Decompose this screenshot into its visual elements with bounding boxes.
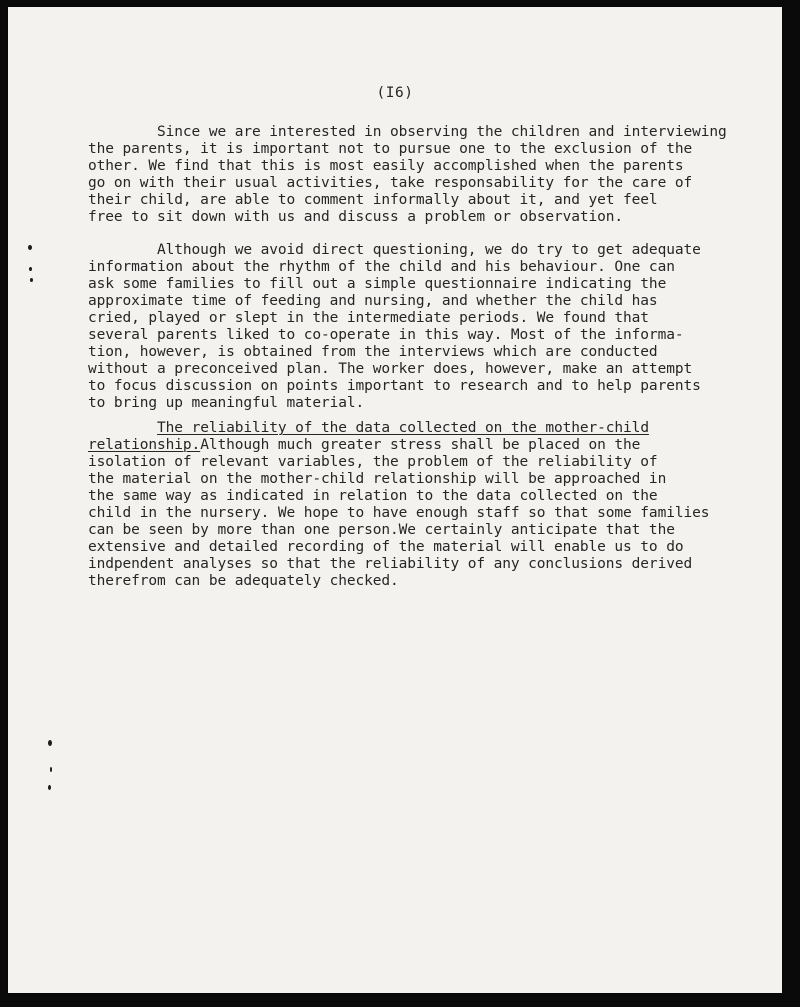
paragraph-1-line-6: free to sit down with us and discuss a problem or observation.	[88, 209, 624, 225]
paragraph-3-line-1	[88, 437, 640, 454]
paragraph-3-line-4: the same way as indicated in relation to the data collected on the	[88, 488, 658, 504]
paragraph-1-line-2: the parents, it is important not to pursue one to the exclusion of the	[88, 141, 693, 157]
margin-mark	[48, 740, 52, 746]
paragraph-3-line-8: indpendent analyses so that the reliability of any conclusions derived	[88, 556, 693, 572]
section-heading-end: relationship.	[88, 437, 201, 453]
margin-mark	[28, 245, 32, 250]
section-heading: The reliability of the data collected on the mother-child	[157, 420, 649, 436]
paragraph-2-line-7: tion, however, is obtained from the interviews which are conducted	[88, 344, 658, 360]
margin-mark	[29, 267, 32, 271]
paragraph-2-line-3: ask some families to fill out a simple questionnaire indicating the	[88, 276, 667, 292]
paragraph-2-line-1: Although we avoid direct questioning, we do try to get adequate	[88, 242, 701, 258]
paragraph-1-line-5: their child, are able to comment informally about it, and yet feel	[88, 192, 658, 208]
paragraph-2-line-4: approximate time of feeding and nursing, and whether the child has	[88, 293, 658, 309]
paragraph-3-line-7: extensive and detailed recording of the material will enable us to do	[88, 539, 684, 555]
paragraph-3-heading-line	[88, 420, 649, 437]
paragraph-3-line-1-text: Although much greater stress shall be placed on the	[200, 437, 641, 453]
paragraph-2-line-2: information about the rhythm of the child and his behaviour. One can	[88, 259, 675, 275]
margin-mark	[50, 767, 52, 772]
paragraph-1-line-3: other. We find that this is most easily accomplished when the parents	[88, 158, 684, 174]
paragraph-2-line-10: to bring up meaningful material.	[88, 395, 365, 411]
document-page	[8, 7, 782, 993]
paragraph-2-line-5: cried, played or slept in the intermediate periods. We found that	[88, 310, 649, 326]
paragraph-3-line-5: child in the nursery. We hope to have enough staff so that some families	[88, 505, 710, 521]
paragraph-3-line-9: therefrom can be adequately checked.	[88, 573, 399, 589]
paragraph-2-line-9: to focus discussion on points important to research and to help parents	[88, 378, 701, 394]
paragraph-3-line-3: the material on the mother-child relationship will be approached in	[88, 471, 667, 487]
paragraph-2-line-8: without a preconceived plan. The worker does, however, make an attempt	[88, 361, 693, 377]
paragraph-3-line-2: isolation of relevant variables, the problem of the reliability of	[88, 454, 658, 470]
margin-mark	[48, 785, 51, 790]
paragraph-2-line-6: several parents liked to co-operate in this way. Most of the informa-	[88, 327, 684, 343]
paragraph-3-line-6: can be seen by more than one person.We certainly anticipate that the	[88, 522, 675, 538]
margin-mark	[30, 278, 33, 282]
page-number: (I6)	[376, 85, 414, 101]
paragraph-1-line-4: go on with their usual activities, take responsability for the care of	[88, 175, 693, 191]
paragraph-1-line-1: Since we are interested in observing the children and interviewing	[88, 124, 727, 140]
